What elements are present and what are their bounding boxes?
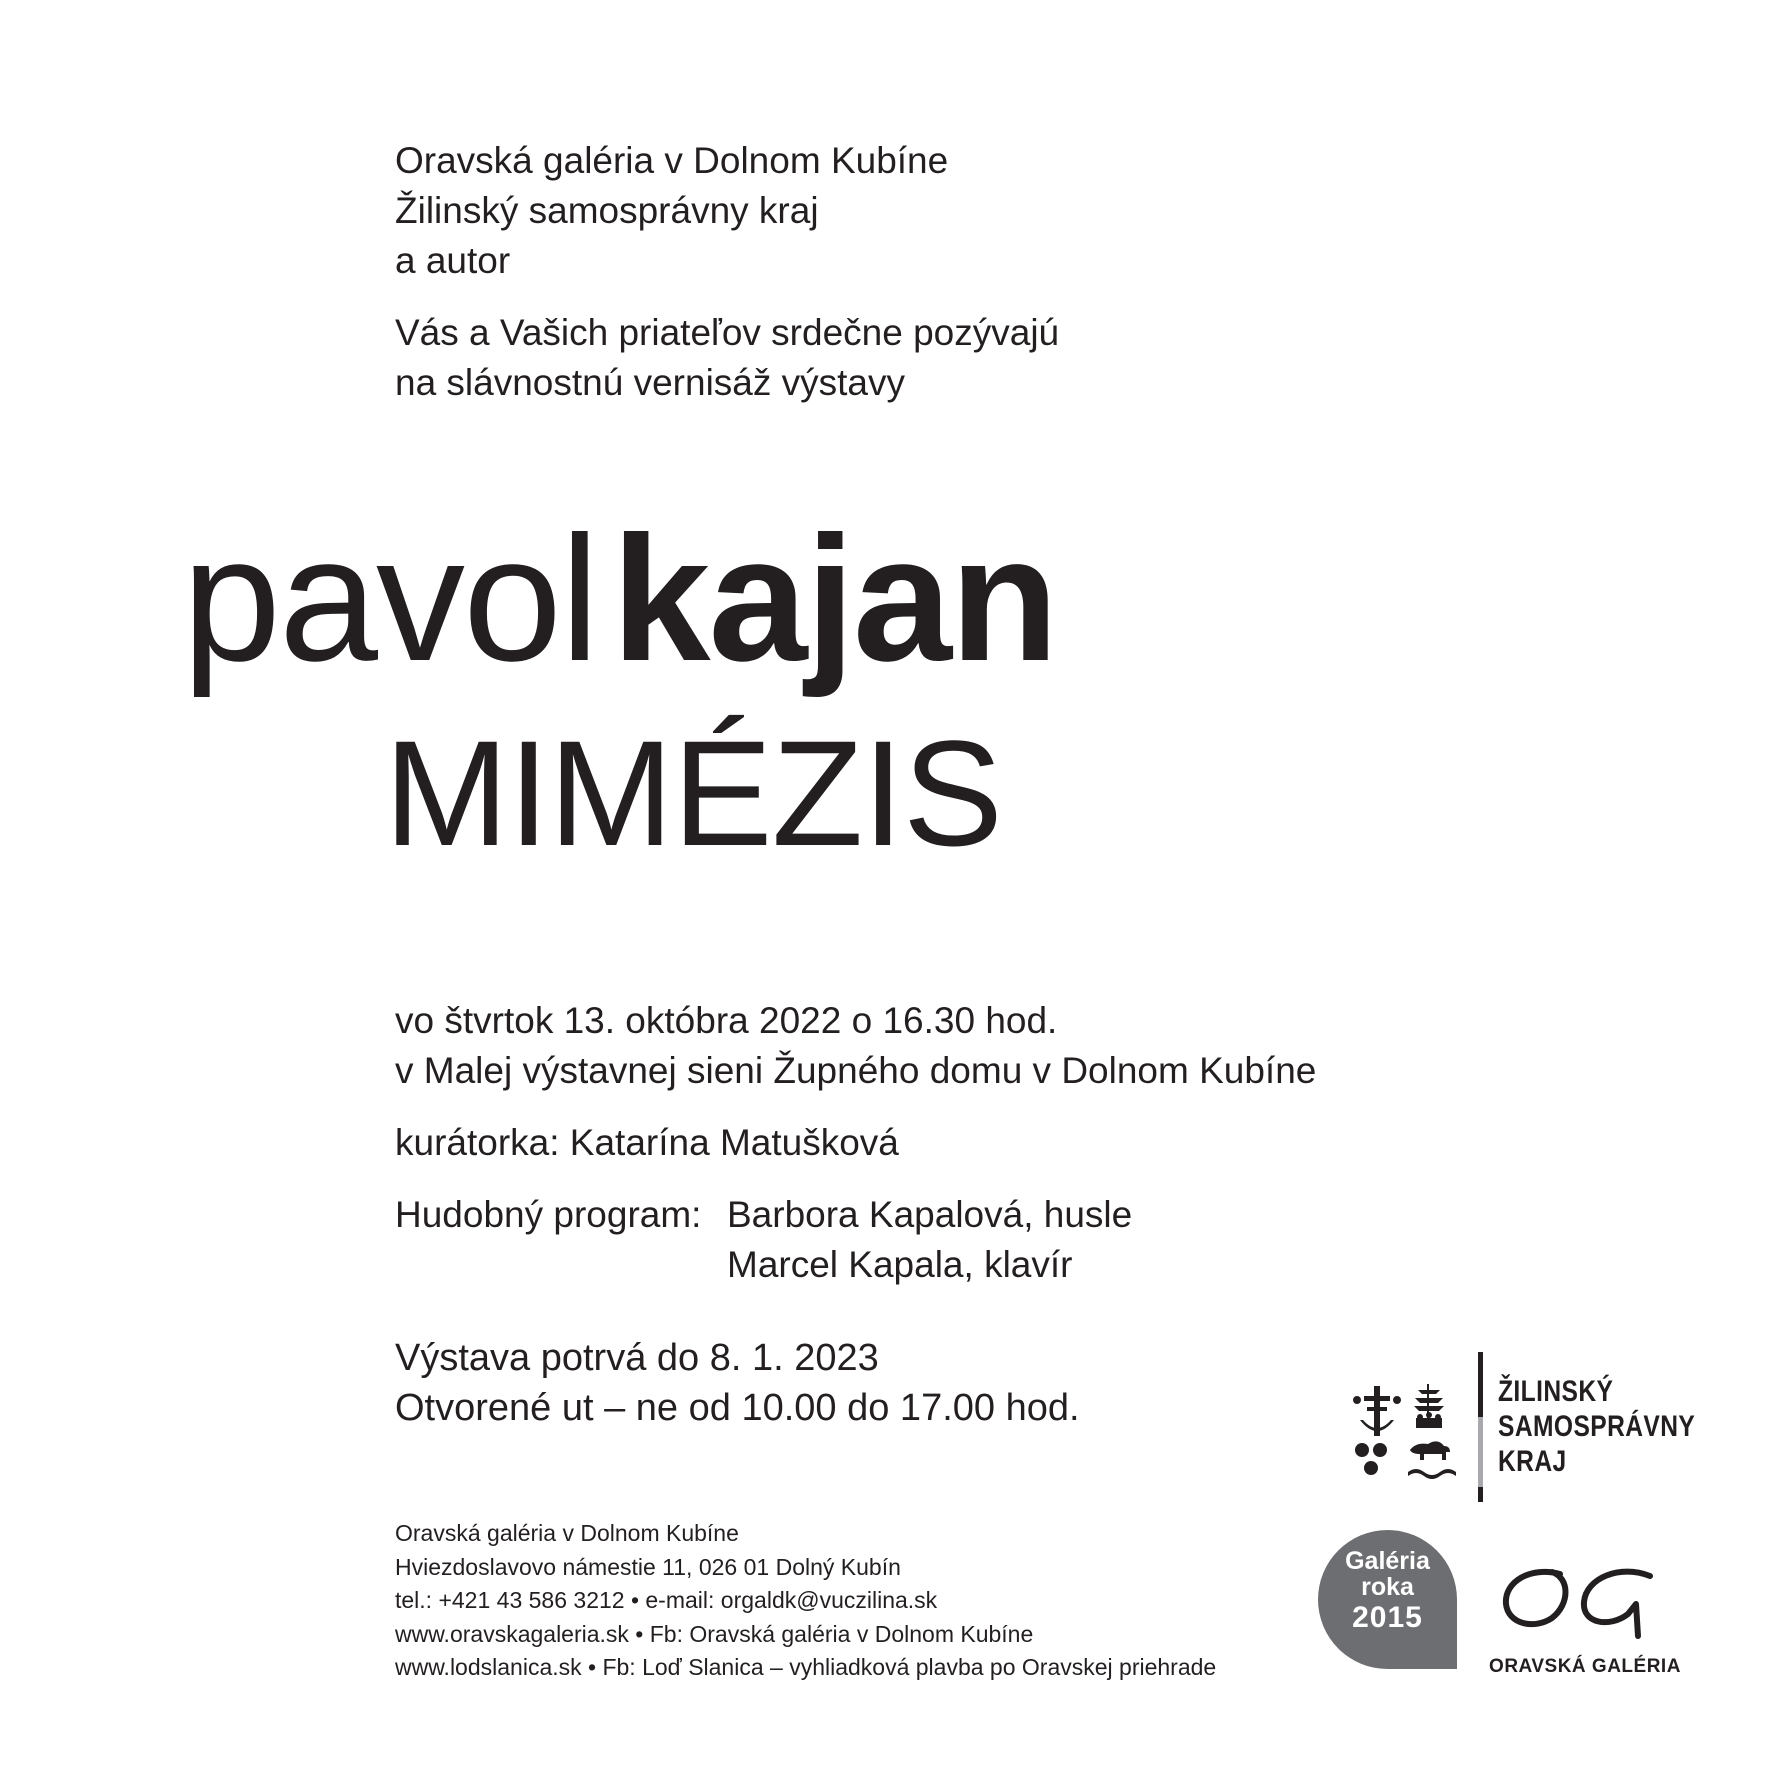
og-logo-text: ORAVSKÁ GALÉRIA [1489,1656,1681,1677]
zilinsky-kraj-logo [1352,1352,1696,1502]
footer-gallery-name: Oravská galéria v Dolnom Kubíne [395,1520,739,1546]
footer-address: Hviezdoslavovo námestie 11, 026 01 Dolný Kubín [395,1553,901,1580]
event-details [395,996,1316,1290]
artist-first-name: pavol [182,499,598,698]
gallery-of-the-year-badge: Galéria roka 2015 [1318,1530,1457,1669]
contact-footer [395,1517,1216,1685]
invitation-line-2: na slávnostnú vernisáž výstavy [395,362,906,403]
footer-contact: tel.: +421 43 586 3212 • e-mail: orgaldk@vuczilina.sk [395,1587,938,1613]
zsk-logo-text: ŽILINSKÝ SAMOSPRÁVNY KRAJ [1498,1375,1696,1478]
regional-coat-of-arms-icon [1352,1380,1462,1490]
organizer-gallery: Oravská galéria v Dolnom Kubíne [395,140,949,181]
music-program-label: Hudobný program: [395,1194,702,1235]
curator: kurátorka: Katarína Matušková [395,1122,899,1163]
og-monogram-icon [1500,1560,1660,1640]
music-performer-1: Barbora Kapalová, husle [727,1194,1133,1235]
footer-website-boat: www.lodslanica.sk • Fb: Loď Slanica – vyhliadková plavba po Oravskej priehrade [395,1654,1217,1680]
invitation-line-1: Vás a Vašich priateľov srdečne pozývajú [395,312,1060,353]
artist-name [182,499,1057,698]
exhibition-title: MIMÉZIS [384,709,1002,877]
footer-website: www.oravskagaleria.sk • Fb: Oravská galéria v Dolnom Kubíne [395,1620,1034,1647]
event-date: vo štvrtok 13. októbra 2022 o 16.30 hod. [395,1000,1058,1041]
music-program [395,1190,1316,1290]
organizer-author: a autor [395,240,511,281]
artist-last-name: kajan [611,499,1057,698]
music-performer-2: Marcel Kapala, klavír [727,1244,1073,1285]
event-venue: v Malej výstavnej sieni Župného domu v Dolnom Kubíne [395,1050,1317,1091]
opening-hours: Otvorené ut – ne od 10.00 do 17.00 hod. [395,1387,1080,1429]
intro-block [395,136,1059,408]
exhibition-dates [395,1333,1080,1433]
exhibition-duration: Výstava potrvá do 8. 1. 2023 [395,1337,879,1379]
oravska-galeria-logo [1480,1560,1690,1710]
organizer-region: Žilinský samosprávny kraj [395,190,819,231]
